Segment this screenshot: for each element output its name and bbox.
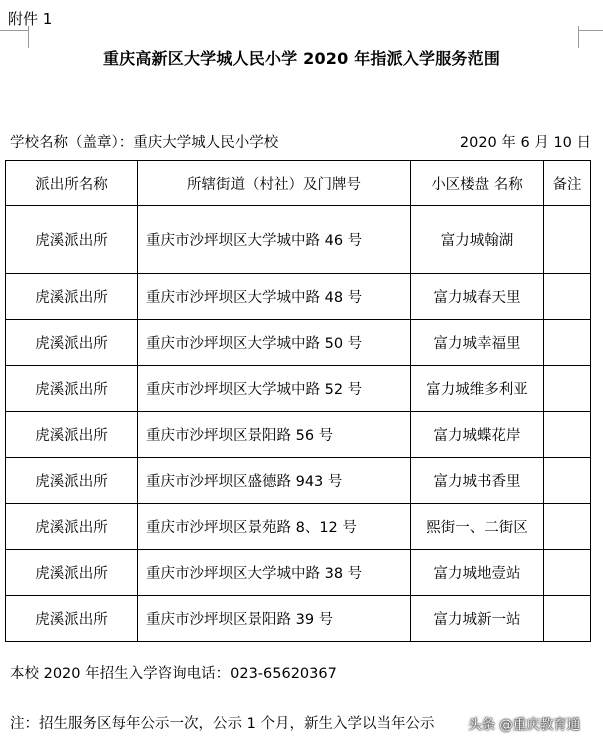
cell-station: 虎溪派出所	[6, 274, 138, 320]
cell-street: 重庆市沙坪坝区盛德路 943 号	[138, 458, 411, 504]
cell-street: 重庆市沙坪坝区大学城中路 38 号	[138, 550, 411, 596]
cell-note	[544, 504, 591, 550]
cell-station: 虎溪派出所	[6, 320, 138, 366]
table-row	[6, 596, 591, 642]
cell-estate: 富力城蝶花岸	[411, 412, 544, 458]
header-note: 备注	[544, 161, 591, 206]
cell-station: 虎溪派出所	[6, 458, 138, 504]
cell-note	[544, 412, 591, 458]
cell-street: 重庆市沙坪坝区景阳路 39 号	[138, 596, 411, 642]
header-station: 派出所名称	[6, 161, 138, 206]
cell-note	[544, 274, 591, 320]
cell-street: 重庆市沙坪坝区景阳路 56 号	[138, 412, 411, 458]
document-title: 重庆高新区大学城人民小学 2020 年指派入学服务范围	[102, 49, 501, 68]
cell-street: 重庆市沙坪坝区大学城中路 50 号	[138, 320, 411, 366]
watermark: 头条 @重庆教育通	[468, 717, 581, 733]
cell-estate: 富力城春天里	[411, 274, 544, 320]
cell-note	[544, 206, 591, 274]
cell-estate: 富力城新一站	[411, 596, 544, 642]
cell-note	[544, 550, 591, 596]
footnote: 注：招生服务区每年公示一次，公示 1 个月，新生入学以当年公示	[10, 716, 435, 732]
school-name-line: 学校名称（盖章）：重庆大学城人民小学校	[10, 135, 279, 151]
service-area-table	[5, 160, 591, 642]
header-estate: 小区楼盘 名称	[411, 161, 544, 206]
table-row	[6, 504, 591, 550]
table-row	[6, 320, 591, 366]
cell-estate: 富力城维多利亚	[411, 366, 544, 412]
header-street: 所辖街道（村社）及门牌号	[138, 161, 411, 206]
cell-street: 重庆市沙坪坝区大学城中路 46 号	[138, 206, 411, 274]
cell-note	[544, 320, 591, 366]
page-corner-mark-left-v	[28, 26, 29, 48]
table-row	[6, 550, 591, 596]
cell-note	[544, 596, 591, 642]
cell-station: 虎溪派出所	[6, 550, 138, 596]
table-row	[6, 366, 591, 412]
table-header-row	[6, 161, 591, 206]
cell-estate: 富力城翰湖	[411, 206, 544, 274]
cell-note	[544, 366, 591, 412]
enrollment-phone-line: 本校 2020 年招生入学咨询电话：023-65620367	[10, 666, 337, 682]
table-row	[6, 274, 591, 320]
cell-station: 虎溪派出所	[6, 412, 138, 458]
table-row	[6, 412, 591, 458]
cell-street: 重庆市沙坪坝区大学城中路 52 号	[138, 366, 411, 412]
cell-estate: 富力城地壹站	[411, 550, 544, 596]
page-corner-mark-right-h	[578, 30, 603, 31]
cell-station: 虎溪派出所	[6, 366, 138, 412]
table-row	[6, 206, 591, 274]
cell-street: 重庆市沙坪坝区大学城中路 48 号	[138, 274, 411, 320]
cell-note	[544, 458, 591, 504]
attachment-label: 附件 1	[8, 10, 53, 28]
cell-station: 虎溪派出所	[6, 596, 138, 642]
cell-estate: 富力城幸福里	[411, 320, 544, 366]
document-date: 2020 年 6 月 10 日	[459, 135, 591, 151]
cell-estate: 富力城书香里	[411, 458, 544, 504]
cell-street: 重庆市沙坪坝区景苑路 8、12 号	[138, 504, 411, 550]
page-corner-mark-right-v	[578, 26, 579, 48]
cell-station: 虎溪派出所	[6, 206, 138, 274]
page-corner-mark-left-h	[0, 30, 28, 31]
cell-station: 虎溪派出所	[6, 504, 138, 550]
table-row	[6, 458, 591, 504]
cell-estate: 熙街一、二街区	[411, 504, 544, 550]
